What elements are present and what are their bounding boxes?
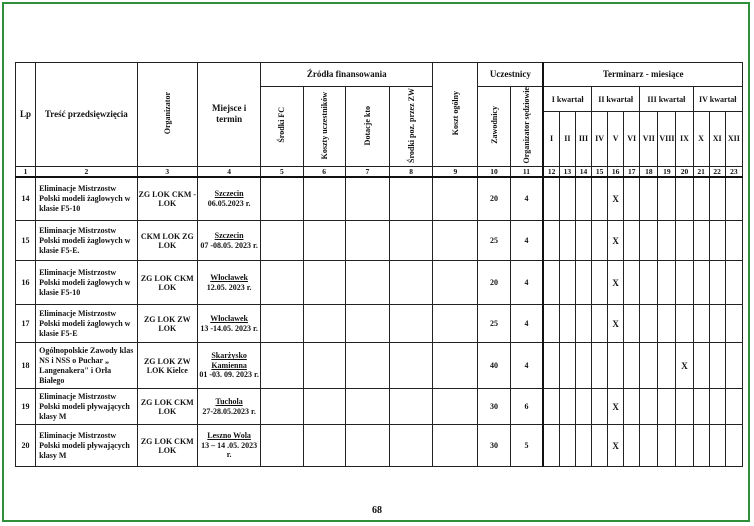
header-financing-participants: Koszty uczestników bbox=[303, 87, 345, 167]
header-schedule-group: Terminarz - miesiące bbox=[543, 63, 742, 87]
column-number: 22 bbox=[709, 166, 725, 177]
header-place: Miejsce i termin bbox=[197, 63, 260, 167]
row-competitors: 25 bbox=[478, 305, 510, 343]
column-number: 6 bbox=[303, 166, 345, 177]
row-place: Skarżysko Kamienna 01 -03. 09. 2023 r. bbox=[197, 343, 260, 389]
column-number: 3 bbox=[137, 166, 197, 177]
row-competitors: 25 bbox=[478, 221, 510, 261]
column-number: 15 bbox=[592, 166, 608, 177]
column-number: 16 bbox=[608, 166, 624, 177]
row-title: Eliminacje Mistrzostw Polski modeli żaglowych w klasie F5-10 bbox=[36, 177, 138, 221]
row-officials: 4 bbox=[510, 177, 543, 221]
column-number: 17 bbox=[624, 166, 640, 177]
row-lp: 18 bbox=[16, 343, 36, 389]
row-lp: 14 bbox=[16, 177, 36, 221]
table-row bbox=[16, 177, 743, 221]
row-competitors: 20 bbox=[478, 177, 510, 221]
column-number: 4 bbox=[197, 166, 260, 177]
column-number: 8 bbox=[389, 166, 432, 177]
header-financing-zw: Środki poz. przez ZW bbox=[389, 87, 432, 167]
page-number: 68 bbox=[372, 505, 382, 516]
header-month: VII bbox=[640, 112, 658, 166]
row-organizer: ZG LOK CKM LOK bbox=[137, 425, 197, 467]
row-place: Szczecin 06.05.2023 r. bbox=[197, 177, 260, 221]
header-financing-fc: Środki FC bbox=[261, 87, 303, 167]
header-month: VI bbox=[624, 112, 640, 166]
column-number: 5 bbox=[261, 166, 303, 177]
header-officials: Organizator sędziowie bbox=[510, 87, 543, 167]
table-row bbox=[16, 343, 743, 389]
column-number: 14 bbox=[575, 166, 591, 177]
row-place: Włocławek 12.05. 2023 r. bbox=[197, 261, 260, 305]
column-number: 9 bbox=[433, 166, 478, 177]
row-competitors: 40 bbox=[478, 343, 510, 389]
row-place: Tuchola 27-28.05.2023 r. bbox=[197, 389, 260, 425]
table-row bbox=[16, 305, 743, 343]
schedule-table-container bbox=[15, 62, 743, 467]
row-place: Szczecin 07 -08.05. 2023 r. bbox=[197, 221, 260, 261]
column-number: 2 bbox=[36, 166, 138, 177]
header-financing-grants: Dotacje kto bbox=[345, 87, 389, 167]
row-lp: 16 bbox=[16, 261, 36, 305]
column-number-row bbox=[16, 166, 743, 177]
table-row bbox=[16, 221, 743, 261]
header-month: IV bbox=[592, 112, 608, 166]
header-month: IX bbox=[676, 112, 693, 166]
header-quarter-4: IV kwartał bbox=[693, 87, 742, 112]
header-financing-group: Źródła finansowania bbox=[261, 63, 433, 87]
row-lp: 20 bbox=[16, 425, 36, 467]
month-mark: X bbox=[608, 425, 624, 467]
header-quarter-3: III kwartał bbox=[640, 87, 693, 112]
row-organizer: ZG LOK ZW LOK Kielce bbox=[137, 343, 197, 389]
header-title: Treść przedsięwzięcia bbox=[36, 63, 138, 167]
row-place: Leszno Wola 13 – 14 .05. 2023 r. bbox=[197, 425, 260, 467]
row-place: Włocławek 13 -14.05. 2023 r. bbox=[197, 305, 260, 343]
row-organizer: CKM LOK ZG LOK bbox=[137, 221, 197, 261]
row-competitors: 30 bbox=[478, 389, 510, 425]
column-number: 20 bbox=[676, 166, 693, 177]
header-organizer: Organizator bbox=[137, 63, 197, 167]
row-officials: 6 bbox=[510, 389, 543, 425]
column-number: 13 bbox=[559, 166, 575, 177]
row-organizer: ZG LOK CKM LOK bbox=[137, 389, 197, 425]
row-lp: 19 bbox=[16, 389, 36, 425]
header-month: III bbox=[575, 112, 591, 166]
row-lp: 17 bbox=[16, 305, 36, 343]
column-number: 11 bbox=[510, 166, 543, 177]
header-month: I bbox=[543, 112, 559, 166]
column-number: 12 bbox=[543, 166, 559, 177]
row-officials: 4 bbox=[510, 261, 543, 305]
column-number: 1 bbox=[16, 166, 36, 177]
column-number: 18 bbox=[640, 166, 658, 177]
row-organizer: ZG LOK CKM LOK bbox=[137, 261, 197, 305]
month-mark: X bbox=[608, 177, 624, 221]
table-row bbox=[16, 261, 743, 305]
row-competitors: 30 bbox=[478, 425, 510, 467]
row-organizer: ZG LOK ZW LOK bbox=[137, 305, 197, 343]
column-number: 23 bbox=[725, 166, 742, 177]
schedule-table bbox=[15, 62, 743, 467]
row-officials: 5 bbox=[510, 425, 543, 467]
header-month: VIII bbox=[658, 112, 676, 166]
header-lp: Lp bbox=[16, 63, 36, 167]
month-mark: X bbox=[608, 389, 624, 425]
row-officials: 4 bbox=[510, 221, 543, 261]
header-quarter-1: I kwartał bbox=[543, 87, 591, 112]
header-month: V bbox=[608, 112, 624, 166]
table-row bbox=[16, 425, 743, 467]
row-officials: 4 bbox=[510, 305, 543, 343]
row-title: Eliminacje Mistrzostw Polski modeli pływających klasy M bbox=[36, 389, 138, 425]
row-title: Eliminacje Mistrzostw Polski modeli żaglowych w klasie F5-E bbox=[36, 305, 138, 343]
month-mark: X bbox=[608, 221, 624, 261]
row-officials: 4 bbox=[510, 343, 543, 389]
header-quarter-2: II kwartał bbox=[592, 87, 640, 112]
row-competitors: 20 bbox=[478, 261, 510, 305]
column-number: 21 bbox=[693, 166, 709, 177]
row-organizer: ZG LOK CKM -LOK bbox=[137, 177, 197, 221]
row-title: Eliminacje Mistrzostw Polski modeli żaglowych w klasie F5-E. bbox=[36, 221, 138, 261]
month-mark: X bbox=[676, 343, 693, 389]
table-row bbox=[16, 389, 743, 425]
row-title: Ogólnopolskie Zawody klas NS i NSS o Puchar „ Langenakera" i Orła Białego bbox=[36, 343, 138, 389]
row-title: Eliminacje Mistrzostw Polski modeli żaglowych w klasie F5-10 bbox=[36, 261, 138, 305]
column-number: 19 bbox=[658, 166, 676, 177]
row-lp: 15 bbox=[16, 221, 36, 261]
header-month: XI bbox=[709, 112, 725, 166]
month-mark: X bbox=[608, 305, 624, 343]
header-month: X bbox=[693, 112, 709, 166]
header-total-cost: Koszt ogólny bbox=[433, 63, 478, 167]
month-mark: X bbox=[608, 261, 624, 305]
row-title: Eliminacje Mistrzostw Polski modeli pływających klasy M bbox=[36, 425, 138, 467]
header-month: XII bbox=[725, 112, 742, 166]
header-month: II bbox=[559, 112, 575, 166]
column-number: 7 bbox=[345, 166, 389, 177]
header-participants-group: Uczestnicy bbox=[478, 63, 543, 87]
column-number: 10 bbox=[478, 166, 510, 177]
header-competitors: Zawodnicy bbox=[478, 87, 510, 167]
